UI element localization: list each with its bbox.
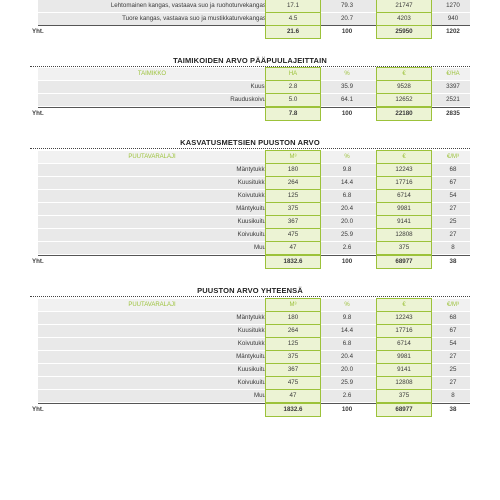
table-header (38, 68, 470, 80)
cell-value: 12652 (377, 94, 431, 106)
cell-percent: 25.9 (340, 231, 354, 238)
row-label: Muu (253, 392, 266, 399)
cell-value: 12243 (377, 164, 431, 176)
cell-volume: 375 (266, 203, 320, 215)
total-area: 21.6 (266, 26, 320, 38)
cell-per-unit: 67 (449, 327, 457, 334)
table-row (38, 216, 470, 228)
cell-volume: 475 (266, 229, 320, 241)
cell-percent: 20.0 (340, 366, 354, 373)
total-row (32, 25, 470, 38)
cell-value: 6714 (377, 338, 431, 350)
cell-value: 12243 (377, 312, 431, 324)
cell-value: 17716 (377, 177, 431, 189)
total-value: 25950 (377, 26, 431, 38)
dotted-divider (30, 296, 470, 297)
dotted-divider (30, 66, 470, 67)
cell-percent: 14.4 (340, 327, 354, 334)
cell-percent: 6.8 (342, 192, 352, 199)
table-row (38, 94, 470, 106)
total-label: Yht. (32, 258, 44, 265)
header-percent: % (344, 71, 350, 77)
row-label: Mäntytukki (236, 314, 266, 321)
cell-value: 9141 (377, 216, 431, 228)
total-per-unit: 38 (449, 406, 457, 413)
total-area: 7.8 (266, 108, 320, 120)
row-label: Kuusitukki (237, 179, 266, 186)
cell-volume: 264 (266, 325, 320, 337)
header-percent: % (344, 302, 350, 308)
total-volume: 1832.6 (266, 256, 320, 268)
row-label: Lehtomainen kangas, vastaava suo ja ruohoturvekangas (110, 2, 266, 9)
cell-value: 9981 (377, 203, 431, 215)
cell-percent: 20.4 (340, 353, 354, 360)
cell-percent: 35.9 (340, 83, 354, 90)
total-row (32, 403, 470, 416)
total-percent: 100 (341, 406, 353, 413)
cell-per-unit: 27 (449, 379, 457, 386)
table-header (38, 299, 470, 311)
cell-per-unit: 2521 (446, 96, 460, 103)
total-per-unit: 1202 (446, 28, 460, 35)
table-header (38, 151, 470, 163)
total-per-unit: 2835 (446, 110, 460, 117)
total-value: 68977 (377, 404, 431, 416)
row-label: Mäntykuitu (236, 353, 266, 360)
table-row (38, 325, 470, 337)
table-row (38, 229, 470, 241)
total-percent: 100 (341, 258, 353, 265)
cell-value: 9141 (377, 364, 431, 376)
table-row (38, 164, 470, 176)
cell-per-unit: 25 (449, 218, 457, 225)
cell-per-unit: 3397 (446, 83, 460, 90)
row-label: Tuore kangas, vastaava suo ja mustikkaturvekangas (122, 15, 266, 22)
cell-volume: 367 (266, 216, 320, 228)
total-value: 22180 (377, 108, 431, 120)
cell-volume: 264 (266, 177, 320, 189)
row-label: Mäntykuitu (236, 205, 266, 212)
cell-volume: 47 (266, 242, 320, 254)
total-row (32, 255, 470, 268)
cell-value: 17716 (377, 325, 431, 337)
cell-volume: 125 (266, 338, 320, 350)
cell-value: 12808 (377, 377, 431, 389)
table-row (38, 390, 470, 402)
total-label: Yht. (32, 406, 44, 413)
row-label: Kuusikuitu (237, 366, 266, 373)
header-percent: % (344, 154, 350, 160)
row-label: Kuusikuitu (237, 218, 266, 225)
header-category: PUUTAVARALAJI (128, 302, 176, 308)
cell-percent: 9.8 (342, 166, 352, 173)
header-category: PUUTAVARALAJI (128, 154, 176, 160)
total-percent: 100 (341, 28, 353, 35)
header-per-unit: €/HA (446, 71, 460, 77)
cell-per-unit: 940 (447, 15, 459, 22)
total-percent: 100 (341, 110, 353, 117)
cell-value: 375 (377, 390, 431, 402)
section-title: PUUSTON ARVO YHTEENSÄ (197, 286, 303, 295)
row-label: Kuusi (250, 83, 266, 90)
table-row (38, 312, 470, 324)
row-label: Koivukuitu (237, 379, 266, 386)
cell-percent: 2.6 (342, 244, 352, 251)
cell-volume: 180 (266, 164, 320, 176)
cell-per-unit: 54 (449, 340, 457, 347)
cell-per-unit: 8 (451, 244, 455, 251)
cell-per-unit: 68 (449, 166, 457, 173)
cell-volume: 180 (266, 312, 320, 324)
cell-per-unit: 27 (449, 231, 457, 238)
table-row (38, 338, 470, 350)
header-value: € (377, 68, 431, 80)
table-row (38, 242, 470, 254)
total-value: 68977 (377, 256, 431, 268)
cell-percent: 64.1 (340, 96, 354, 103)
cell-volume: 375 (266, 351, 320, 363)
header-area: HA (266, 68, 320, 80)
row-label: Koivutukki (237, 340, 266, 347)
cell-per-unit: 27 (449, 205, 457, 212)
section-title: TAIMIKOIDEN ARVO PÄÄPUULAJEITTAIN (173, 56, 327, 65)
table-row (38, 190, 470, 202)
cell-percent: 20.4 (340, 205, 354, 212)
header-per-unit: €/M³ (447, 302, 459, 308)
cell-percent: 25.9 (340, 379, 354, 386)
header-volume: M³ (266, 299, 320, 311)
header-volume: M³ (266, 151, 320, 163)
cell-percent: 14.4 (340, 179, 354, 186)
header-category: TAIMIKKO (137, 71, 167, 77)
total-label: Yht. (32, 110, 44, 117)
row-label: Rauduskoivu (230, 96, 266, 103)
row-label: Mäntytukki (236, 166, 266, 173)
table-row (38, 0, 470, 12)
table-row (38, 351, 470, 363)
total-per-unit: 38 (449, 258, 457, 265)
cell-value: 4203 (377, 13, 431, 25)
cell-area: 5.0 (266, 94, 320, 106)
cell-percent: 9.8 (342, 314, 352, 321)
total-row (32, 107, 470, 120)
row-label: Koivukuitu (237, 231, 266, 238)
cell-value: 9528 (377, 81, 431, 93)
cell-value: 12808 (377, 229, 431, 241)
total-volume: 1832.6 (266, 404, 320, 416)
cell-area: 17.1 (266, 0, 320, 12)
cell-volume: 47 (266, 390, 320, 402)
cell-value: 375 (377, 242, 431, 254)
cell-volume: 367 (266, 364, 320, 376)
cell-area: 2.8 (266, 81, 320, 93)
cell-percent: 20.7 (340, 15, 354, 22)
cell-per-unit: 68 (449, 314, 457, 321)
cell-value: 21747 (377, 0, 431, 12)
table-row (38, 377, 470, 389)
cell-area: 4.5 (266, 13, 320, 25)
cell-volume: 475 (266, 377, 320, 389)
header-value: € (377, 299, 431, 311)
cell-per-unit: 54 (449, 192, 457, 199)
cell-percent: 20.0 (340, 218, 354, 225)
cell-per-unit: 25 (449, 366, 457, 373)
cell-per-unit: 27 (449, 353, 457, 360)
cell-percent: 6.8 (342, 340, 352, 347)
table-row (38, 81, 470, 93)
header-value: € (377, 151, 431, 163)
table-row (38, 13, 470, 25)
table-row (38, 364, 470, 376)
cell-percent: 2.6 (342, 392, 352, 399)
cell-per-unit: 1270 (446, 2, 460, 9)
table-row (38, 177, 470, 189)
header-per-unit: €/M³ (447, 154, 459, 160)
cell-volume: 125 (266, 190, 320, 202)
section-title: KASVATUSMETSIEN PUUSTON ARVO (180, 138, 320, 147)
row-label: Koivutukki (237, 192, 266, 199)
total-label: Yht. (32, 28, 44, 35)
row-label: Muu (253, 244, 266, 251)
table-row (38, 203, 470, 215)
cell-per-unit: 8 (451, 392, 455, 399)
cell-value: 6714 (377, 190, 431, 202)
row-label: Kuusitukki (237, 327, 266, 334)
cell-per-unit: 67 (449, 179, 457, 186)
cell-value: 9981 (377, 351, 431, 363)
dotted-divider (30, 148, 470, 149)
cell-percent: 79.3 (340, 2, 354, 9)
